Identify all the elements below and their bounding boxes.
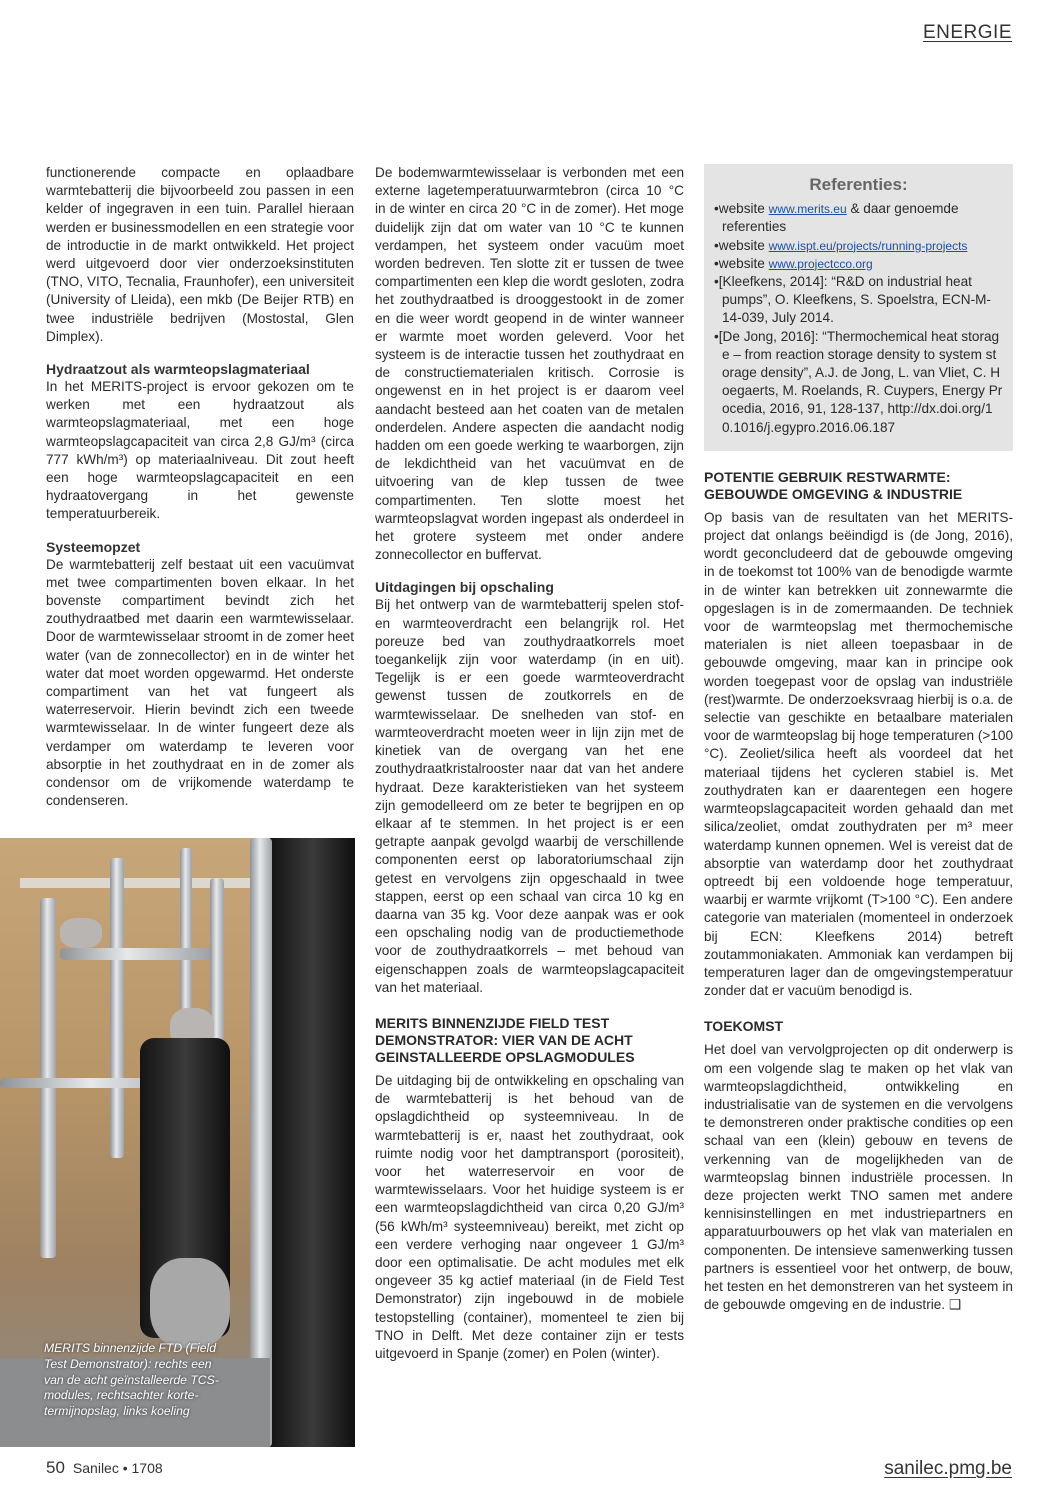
page-number: 50	[46, 1458, 65, 1477]
paragraph: Het doel van vervolgprojecten op dit onderwerp is om een volgende slag te maken op het vlak van warmteopslagdichtheid, ontwikkeling en industrialisatie van de systemen en die vervolgens te demonstreren onder praktische condities op een schaal van een (klein) gebouw en tevens de verkenning van de mogelijkheden van de warmteopslag binnen industriële processen. In deze projecten werkt TNO samen met andere kennisinstellingen en met industriepartners en apparatuurbouwers op het vlak van materialen en componenten. De intensieve samenwerking tussen partners is essentieel voor het ontwerp, de bouw, het testen en het demonstreren van het systeem in de gebouwde omgeving en de industrie. ❑	[704, 1042, 1013, 1313]
paragraph: Bij het ontwerp van de warmtebatterij spelen stof- en warmteoverdracht een belangrijk rol. Het poreuze bed van zouthydraatkorrels moet toegankelijk zijn voor waterdamp (in en uit). Tegelijk is er een goede warmteoverdracht gewenst tussen de zoutkorrels en de warmtewisselaar. De snelheden van stof- en warmteoverdracht moeten weer in lijn zijn met de kinetiek van de overgang van het ene zouthydraatkristalrooster naar dat van het andere hydraat. Deze karakteristieken van het systeem zijn gemodelleerd om ze beter te begrijpen en op elkaar af te stemmen. In het project is er een getrapte aanpak gevolgd waarbij de verschillende componenten eerst op laboratoriumschaal zijn getest en vervolgens zijn opgeschaald in twee stappen, eerst op een schaal van circa 10 kg en daarna van 35 kg. Voor deze aanpak was er ook een opschaling nodig van de productiemethode voor de zouthydraatkorrels – met behoud van eigenschappen zoals de warmteopslagcapaciteit van het materiaal.	[375, 597, 684, 995]
heading-merits-demonstrator: MERITS BINNENZIJDE FIELD TEST DEMONSTRATOR: VIER VAN DE ACHT GEINSTALLEERDE OPSLAGMODULES	[375, 1014, 635, 1065]
heading-toekomst: TOEKOMST	[704, 1018, 784, 1035]
column-1	[46, 164, 354, 811]
subheading-hydraatzout: Hydraatzout als warmteopslagmateriaal	[46, 361, 310, 378]
paragraph: De uitdaging bij de ontwikkeling en opschaling van de warmtebatterij is het behoud van de opslagdichtheid op systeemniveau. In de warmtebatterij is er, naast het zouthydraat, ook ruimte nodig voor het damptransport (porositeit), voor het waterreservoir en voor de warmtewisselaars. Voor het huidige systeem is er een warmteopslagdichtheid van circa 0,20 GJ/m³ (56 kWh/m³ systeemniveau) bereikt, met zicht op een verdere verhoging naar ongeveer 1 GJ/m³ door een optimalisatie. De acht modules met elk ongeveer 35 kg actief materiaal (in de Field Test Demonstrator) zijn ingebouwd in de mobiele testopstelling (container), momenteel te zien bij TNO in Delft. Met deze container zijn er tests uitgevoerd in Spanje (zomer) en Polen (winter).	[375, 1072, 684, 1361]
subheading-uitdagingen: Uitdagingen bij opschaling	[375, 579, 554, 596]
reference-link-merits[interactable]: www.merits.eu	[768, 202, 847, 217]
footer-issue	[46, 1458, 163, 1478]
paragraph: functionerende compacte en oplaadbare warmtebatterij die bijvoorbeeld zou passen in een kelder of ingegraven in een tuin. Parallel hieraan werden er businessmodellen en een strategie voor de introductie in de markt ontwikkeld. Het project werd uitgevoerd door vier onderzoeksinstituten (TNO, VITO, Tecnalia, Fraunhofer), een universiteit (University of Lleida), een mkb (De Beijer RTB) en twee industriële bedrijven (Mostostal, Glen Dimplex).	[46, 165, 354, 344]
issue-label: Sanilec • 1708	[72, 1460, 163, 1476]
reference-item: •website www.ispt.eu/projects/running-projects	[714, 237, 968, 253]
references-list	[714, 200, 1003, 437]
reference-link-ispt[interactable]: www.ispt.eu/projects/running-projects	[768, 238, 968, 253]
reference-item: •[De Jong, 2016]: “Thermochemical heat storage – from reaction storage density to system storage density”, A.J. de Jong, L. van Vliet, C. Hoegaerts, M. Roelands, R. Cuypers, Energy Procedia, 2016, 91, 128-137, http://dx.doi.org/10.1016/j.egypro.2016.06.187	[714, 328, 1003, 435]
end-mark-icon: ❑	[948, 1297, 962, 1313]
paragraph: Op basis van de resultaten van het MERITS-project dat onlangs beëindigd is (de Jong, 2016), wordt geconcludeerd dat de gebouwde omgeving in de toekomst tot 100% van de benodigde warmte in de winter kan betrekken uit zonnewarmte die opgeslagen is in de zomermaanden. De techniek voor de warmteopslag met thermochemische materialen is niet alleen toepasbaar in de gebouwde omgeving, maar kan in principe ook worden toegepast voor de opslag van industriële (rest)warmte. De onderzoeksvraag hierbij is o.a. de selectie van geschikte en betaalbare materialen voor de warmteopslag bij hoge temperaturen (>100 °C). Zeoliet/silica heeft als voordeel dat het materiaal tijdens het cycleren stabiel is. Met zouthydraten kan er daarentegen een hogere warmteopslagcapaciteit worden gehaald dan met silica/zeoliet, omdat zouthydraten per m³ meer waterdamp kunnen opnemen. Wel is vereist dat de absorptie van waterdamp door het zouthydraat optreedt bij een voldoende hoge temperatuur, waarbij er warmte vrijkomt (T>100 °C). Een andere categorie van materialen (momenteel in onderzoek bij ECN: Kleefkens 2014) betreft zoutammoniakaten. Ammoniak kan verdampen bij temperaturen lager dan de omgevingstemperatuur zonder dat er vacuüm benodigd is.	[704, 509, 1013, 999]
paragraph: De warmtebatterij zelf bestaat uit een vacuümvat met twee compartimenten boven elkaar. In het bovenste compartiment bevindt zich het zouthydraatbed met daarin een warmtewisselaar. Door de warmtewisselaar stroomt in de zomer heet water (van de zonnecollector) en in de winter het water dat moet worden opgewarmd. Het onderste compartiment van het vat fungeert als waterreservoir. Hierin bevindt zich een tweede warmtewisselaar. In de winter fungeert deze als verdamper om waterdamp te leveren voor absorptie in het zouthydraat en in de zomer als condensor om de vrijkomende waterdamp te condenseren.	[46, 556, 354, 809]
references-box	[704, 164, 1013, 451]
column-2	[375, 164, 684, 1363]
column-3	[704, 164, 1013, 1314]
heading-potentie-restwarmte: POTENTIE GEBRUIK RESTWARMTE: GEBOUWDE OMGEVING & INDUSTRIE	[704, 468, 963, 502]
reference-item: •website www.projectcco.org	[714, 255, 873, 271]
reference-link-projectcco[interactable]: www.projectcco.org	[768, 256, 873, 271]
paragraph: In het MERITS-project is ervoor gekozen om te werken met een hydraatzout als warmteopslagmateriaal, met een hoge warmteopslagcapaciteit van circa 2,8 GJ/m³ (circa 777 kWh/m³) op materiaalniveau. Dit zout heeft een hoge warmteopslagcapaciteit en een hydraatovergang in het gewenste temperatuurbereik.	[46, 379, 354, 522]
paragraph: De bodemwarmtewisselaar is verbonden met een externe lagetemperatuurwarmtebron (circa 10 °C in de winter en circa 20 °C in de zomer). Het moge duidelijk zijn dat om water van 10 °C te kunnen verdampen, het systeem onder vacuüm moet worden bedreven. Ten slotte zit er tussen de twee compartimenten een klep die wordt gesloten, zodra het zouthydraatbed is drooggestookt in de zomer en die weer wordt geopend in de winter wanneer er warmte moet worden geleverd. Voor het systeem is de interactie tussen het zouthydraat en de constructiematerialen kritisch. Corrosie is ongewenst en in het project is er daarom veel aandacht besteed aan het coaten van de metalen onderdelen. Andere aspecten die aandacht nodig hadden om een goede werking te waarborgen, zijn de lekdichtheid van het vacuümvat en de uitvoering van de klep tussen de twee compartimenten. Ten slotte moest het warmteopslagvat worden ingepast als onderdeel in het grotere systeem met onder andere zonnecollector en buffervat.	[375, 165, 684, 563]
reference-item: •[Kleefkens, 2014]: “R&D on industrial heat pumps”, O. Kleefkens, S. Spoelstra, ECN-M-14-039, July 2014.	[714, 274, 991, 326]
reference-item: •website www.merits.eu & daar genoemde referenties	[714, 201, 959, 235]
photo-caption: MERITS binnenzijde FTD (Field Test Demonstrator): rechts een van de acht geïnstalleerde TCS-modules, rechtsachter korte-termijnopslag, links koeling	[44, 1341, 219, 1419]
subheading-systeemopzet: Systeemopzet	[46, 538, 141, 555]
footer-site-link[interactable]: sanilec.pmg.be	[884, 1458, 1012, 1479]
section-label: ENERGIE	[922, 22, 1012, 43]
references-title: Referenties:	[809, 175, 908, 194]
